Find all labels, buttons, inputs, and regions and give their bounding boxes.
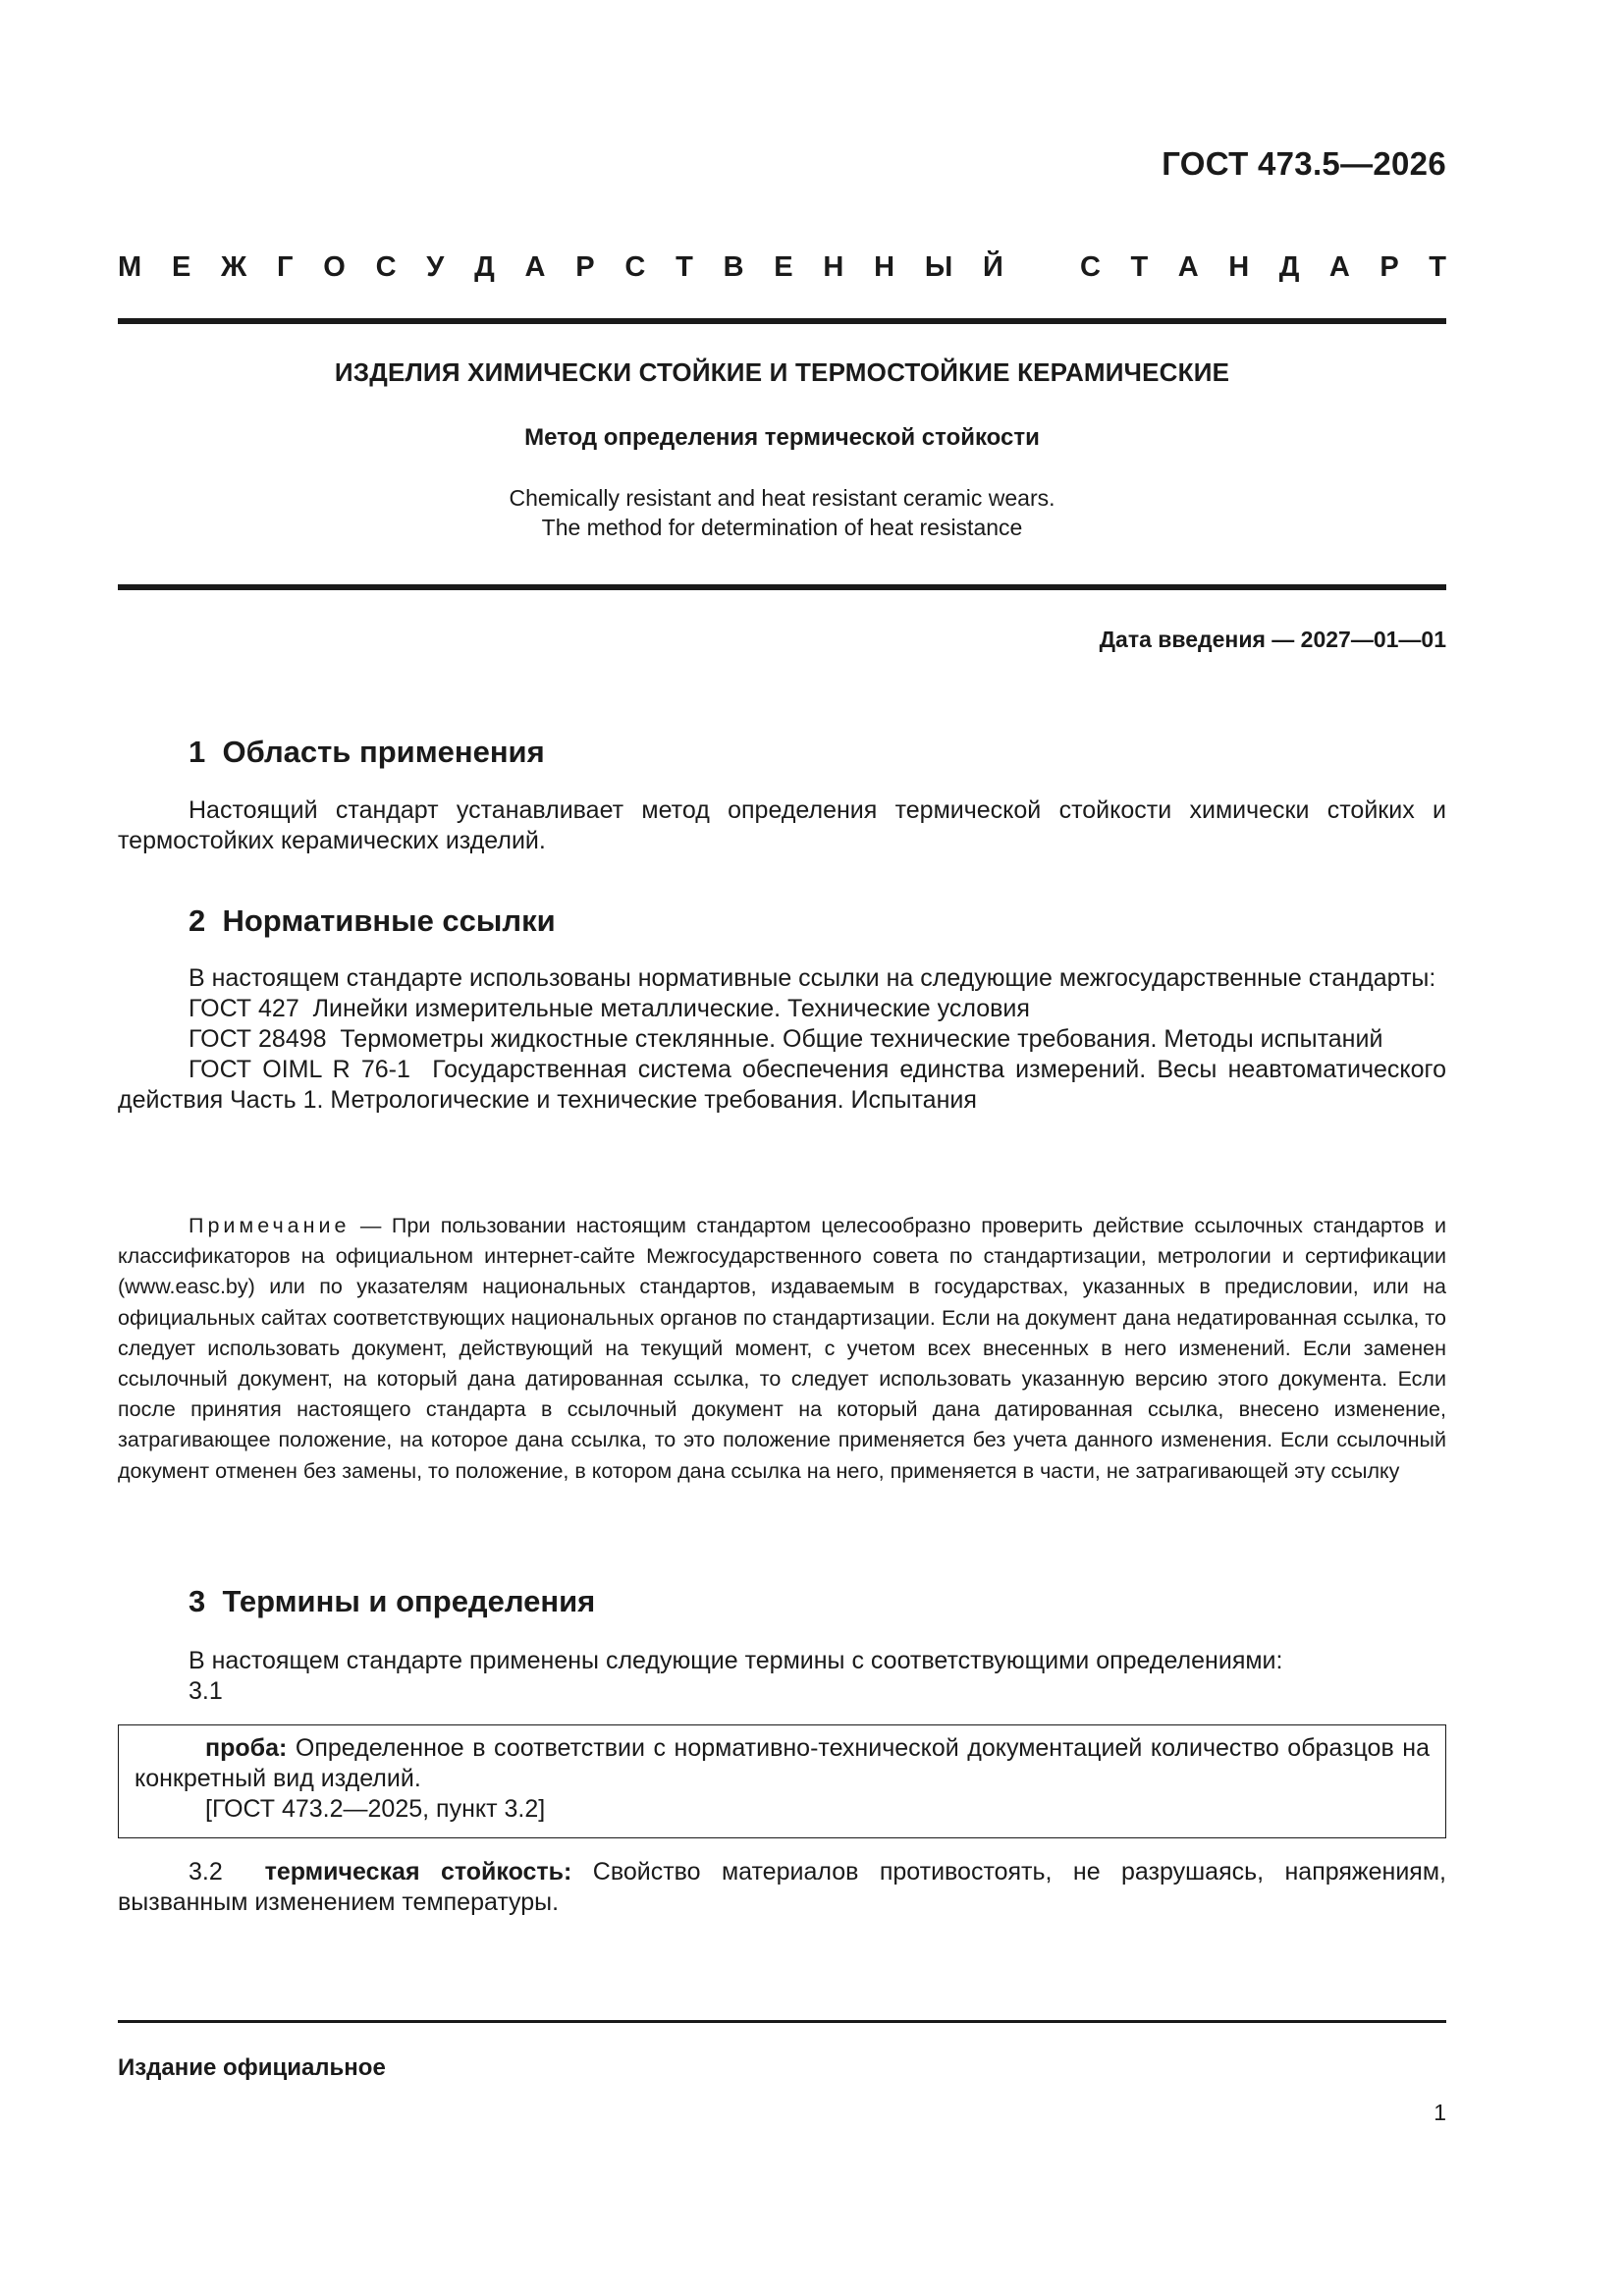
reference-item: ГОСТ OIML R 76-1 Государственная система обеспечения единства измерений. Весы неавтоматического действия Часть 1. Метрологические и технические требования. Испытания bbox=[118, 1056, 1453, 1114]
term-1-source: [ГОСТ 473.2—2025, пункт 3.2] bbox=[205, 1795, 546, 1823]
header-letter: О bbox=[323, 251, 346, 283]
header-letter: С bbox=[1080, 251, 1101, 283]
header-letter: Ы bbox=[924, 251, 953, 283]
section-2-body bbox=[118, 963, 1453, 1116]
header-letter: Т bbox=[676, 251, 693, 283]
header-letter: С bbox=[624, 251, 646, 283]
header-letter: Г bbox=[277, 251, 294, 283]
header-letter: Н bbox=[874, 251, 895, 283]
term-1-text: Определенное в соответствии с нормативно-технической документацией количество образцов на конкретный вид изделий. bbox=[135, 1734, 1430, 1792]
section-3-heading: 3 Термины и определения bbox=[189, 1584, 596, 1618]
header-letter: Т bbox=[1429, 251, 1446, 283]
document-subtitle: Метод определения термической стойкости bbox=[524, 424, 1040, 451]
header-letter: А bbox=[1328, 251, 1350, 283]
header-letter: Р bbox=[575, 251, 595, 283]
header-letter: Н bbox=[823, 251, 844, 283]
header-letter: Д bbox=[474, 251, 495, 283]
standard-kind-word-1 bbox=[118, 251, 1003, 284]
note-paragraph bbox=[118, 1211, 1446, 1487]
term-2-number: 3.2 bbox=[189, 1858, 223, 1886]
reference-item: ГОСТ 28498 Термометры жидкостные стеклянные. Общие технические требования. Методы испытаний bbox=[189, 1025, 1383, 1053]
standard-kind bbox=[118, 251, 1446, 284]
header-letter: Р bbox=[1380, 251, 1399, 283]
section-3-body bbox=[118, 1646, 1446, 1707]
section-3-intro: В настоящем стандарте применены следующие термины с соответствующими определениями: bbox=[189, 1647, 1283, 1674]
term-1-definition bbox=[135, 1733, 1430, 1794]
document-page bbox=[118, 0, 1453, 2296]
term-2-block bbox=[118, 1857, 1446, 1918]
footer-rule bbox=[118, 2020, 1446, 2023]
term-1-number: 3.1 bbox=[189, 1677, 223, 1705]
section-2-heading: 2 Нормативные ссылки bbox=[189, 903, 556, 938]
section-1-heading: 1 Область применения bbox=[189, 735, 545, 769]
page-number: 1 bbox=[1434, 2100, 1446, 2125]
term-2-name: термическая стойкость: bbox=[264, 1858, 572, 1886]
section-1-body bbox=[118, 795, 1446, 856]
header-letter: В bbox=[723, 251, 744, 283]
header-letter: А bbox=[524, 251, 546, 283]
header-letter: А bbox=[1177, 251, 1199, 283]
header-letter: Т bbox=[1130, 251, 1149, 283]
standard-number: ГОСТ 473.5—2026 bbox=[1162, 145, 1446, 182]
header-letter: У bbox=[426, 251, 445, 283]
standard-kind-word-2 bbox=[1080, 251, 1446, 284]
header-letter: М bbox=[118, 251, 142, 283]
section-2-intro: В настоящем стандарте использованы нормативные ссылки на следующие межгосударственные стандарты: bbox=[189, 964, 1436, 992]
term-2-definition bbox=[118, 1857, 1446, 1918]
header-rule bbox=[118, 318, 1446, 324]
section-1-text: Настоящий стандарт устанавливает метод определения термической стойкости химически стойких и термостойких керамических изделий. bbox=[118, 796, 1446, 854]
title-rule bbox=[118, 584, 1446, 590]
edition-label: Издание официальное bbox=[118, 2054, 386, 2081]
english-title-line-2: The method for determination of heat resistance bbox=[541, 515, 1023, 540]
note-label: Примечание bbox=[189, 1214, 351, 1237]
reference-item: ГОСТ 427 Линейки измерительные металлические. Технические условия bbox=[189, 995, 1030, 1022]
header-letter: Н bbox=[1228, 251, 1250, 283]
header-letter: С bbox=[375, 251, 397, 283]
header-letter: Е bbox=[171, 251, 191, 283]
header-letter: Е bbox=[774, 251, 793, 283]
introduction-date: Дата введения — 2027—01—01 bbox=[1099, 627, 1446, 652]
note-text: — При пользовании настоящим стандартом целесообразно проверить действие ссылочных стандартов и классификаторов на официальном интернет-сайте Межгосударственного совета по стандартизации, метрологии и сертификации (www.easc.by) или по указателям национальных стандартов, издаваемым в государствах, указанных в предисловии, или на официальных сайтах соответствующих национальных органов по стандартизации. Если на документ дана недатированная ссылка, то следует использовать документ, действующий на текущий момент, с учетом всех внесенных в него изменений. Если заменен ссылочный документ, на который дана датированная ссылка, то следует использовать указанную версию этого документа. Если после принятия настоящего стандарта в ссылочный документ на который дана датированная ссылка, внесено изменение, затрагивающее положение, на которое дана ссылка, то это положение применяется без учета данного изменения. Если ссылочный документ отменен без замены, то положение, в котором дана ссылка на него, применяется в части, не затрагивающей эту ссылку bbox=[118, 1214, 1446, 1483]
header-letter: Ж bbox=[221, 251, 247, 283]
document-title: ИЗДЕЛИЯ ХИМИЧЕСКИ СТОЙКИЕ И ТЕРМОСТОЙКИЕ КЕРАМИЧЕСКИЕ bbox=[334, 357, 1230, 387]
header-letter: Й bbox=[983, 251, 1003, 283]
term-1-name: проба: bbox=[205, 1734, 288, 1762]
term-2-text: Свойство материалов противостоять, не разрушаясь, напряжениям, вызванным изменением температуры. bbox=[118, 1858, 1446, 1916]
english-title-line-1: Chemically resistant and heat resistant ceramic wears. bbox=[509, 485, 1055, 511]
term-definition-box bbox=[118, 1724, 1446, 1838]
header-letter: Д bbox=[1278, 251, 1300, 283]
